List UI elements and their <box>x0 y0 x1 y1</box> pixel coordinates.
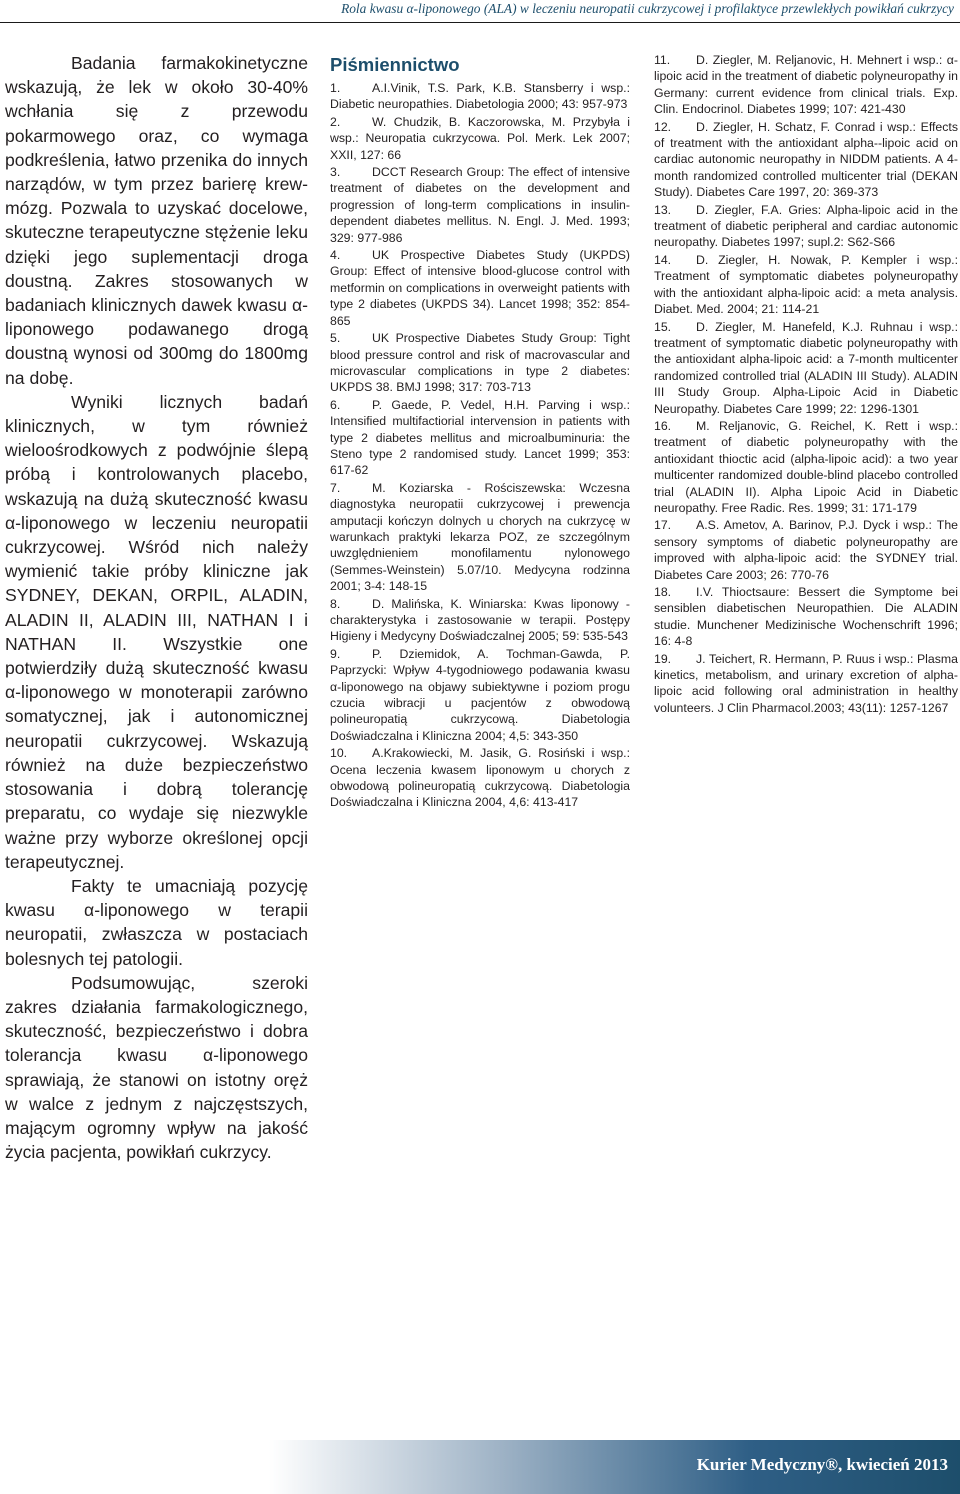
reference-number: 16. <box>654 418 672 433</box>
running-title: Rola kwasu α-liponowego (ALA) w leczeniu neuropatii cukrzycowej i profilaktyce przewlekłych powikłań cukrzycy <box>341 1 954 16</box>
reference-item <box>654 584 958 650</box>
reference-number: 5. <box>330 331 341 346</box>
reference-text: M. Koziarska - Rościszewska: Wczesna diagnostyka neuropatii cukrzycowej i prewencja amputacji kończyn dolnych u chorych na cukrzycę w warunkach praktyki lekarza POZ, ze szczególnym uwzględnieniem monofilamentu nylonowego (Semmes-Weinstein) 5.07/10. Medycyna rodzinna 2001; 3-4: 148-15 <box>330 480 630 594</box>
reference-item <box>654 319 958 417</box>
body-paragraph: Badania farmakokinetyczne wskazują, że lek w około 30-40% wchłania się z przewodu pokarmowego oraz, co wymaga podkreślenia, łatwo przenika do innych narządów, w tym przez barierę krew-mózg. Pozwala to uzyskać docelowe, skuteczne terapeutyczne stężenie leku dzięki jego suplementacji droga doustną. Zakres stosowanych w badaniach klinicznych dawek kwasu α-liponowego podawanego drogą doustną wynosi od 300mg do 1800mg na dobę. <box>5 53 308 388</box>
reference-text: W. Chudzik, B. Kaczorowska, M. Przybyła i wsp.: Neuropatia cukrzycowa. Pol. Merk. Lek 2007; XXII, 127: 66 <box>330 114 630 162</box>
reference-text: A.Krakowiecki, M. Jasik, G. Rosiński i wsp.: Ocena leczenia kwasem liponowym u chorych z obwodową polineuropatią cukrzycową. Diabetologia Doświadczalna i Kliniczna 2004, 4,6: 413-417 <box>330 746 630 810</box>
reference-item <box>330 114 630 163</box>
reference-text: D. Ziegler, M. Reljanovic, H. Mehnert i wsp.: α-lipoic acid in the treatment of diabetic polyneuropathy in Germany: current evidence from clinical trials. Exp. Clin. Endocrinol. Diabetes 1999; 107: 421-430 <box>654 53 958 117</box>
reference-number: 18. <box>654 585 672 599</box>
reference-text: P. Dziemidok, A. Tochman-Gawda, P. Paprzycki: Wpływ 4-tygodniowego podawania kwasu α-liponowego na objawy subiektywne i poziom progu czucia wibracji u pacjentów z obwodową polineuropatią cukrzycową. Diabetologia Doświadczalna i Kliniczna 2004; 4,5: 343-350 <box>330 646 630 743</box>
reference-text: UK Prospective Diabetes Study Group: Tight blood pressure control and risk of macrovascular and microvascular complications in type 2 diabetes: UKPDS 38. BMJ 1998; 317: 703-713 <box>330 331 630 395</box>
reference-item <box>330 397 630 479</box>
reference-number: 15. <box>654 319 672 334</box>
reference-text: D. Ziegler, F.A. Gries: Alpha-lipoic acid in the treatment of diabetic peripheral and cardiac autonomic neuropathy. Diabetes 1997; supl.2: S62-S66 <box>654 202 958 250</box>
reference-item <box>330 745 630 811</box>
reference-number: 1. <box>330 81 341 95</box>
references-column-right <box>654 52 958 717</box>
reference-item <box>654 651 958 717</box>
reference-text: I.V. Thioctsaure: Bessert die Symptome bei sensiblen diabetischen Neuropathien. Die ALADIN studie. Munchener Medizinische Wochenschrift 1996; 16: 4-8 <box>654 585 958 649</box>
reference-number: 9. <box>330 646 341 661</box>
reference-number: 4. <box>330 248 341 263</box>
reference-text: D. Ziegler, H. Schatz, F. Conrad i wsp.: Effects of treatment with the antioxidant alpha--lipoic acid on cardiac autonomic neuropathy in NIDDM patients. A 4-month randomized controlled multicenter trial (DEKAN Study). Diabetes Care 1997, 20: 369-373 <box>654 119 958 200</box>
reference-item <box>330 80 630 113</box>
reference-text: M. Reljanovic, G. Reichel, K. Rett i wsp.: treatment of diabetic polyneuropathy with the antioxidant thioctic acid (alpha-lipoic acid): a two year multicenter randomized double-blind placebo controlled trial (ALADIN II). Alpha Lipoic Acid in Diabetic neuropathy. Free Radic. Res. 1999; 31: 171-179 <box>654 418 958 515</box>
reference-number: 3. <box>330 165 341 180</box>
reference-text: D. Ziegler, M. Hanefeld, K.J. Ruhnau i wsp.: treatment of symptomatic diabetic polyneuropathy with the antioxidant alpha-lipoic acid: a 7-month multicenter randomized controlled trial (ALADIN III Study). ALADIN III Study Group. Alpha-Lipoic Acid in Diabetic Neuropathy. Diabetes Care 1999; 22: 1296-1301 <box>654 319 958 416</box>
reference-number: 19. <box>654 651 672 666</box>
reference-text: A.I.Vinik, T.S. Park, K.B. Stansberry i wsp.: Diabetic neuropathies. Diabetologia 2000; 43: 957-973 <box>330 81 630 112</box>
reference-item <box>654 119 958 201</box>
body-paragraph: Podsumowując, szeroki zakres działania farmakologicznego, skuteczność, bezpieczeństwo i dobra tolerancja kwasu α-liponowego sprawiają, że stanowi on istotny oręż w walce z jednym z najczęstszych, mającym ogromny wpływ na jakość życia pacjenta, powikłań cukrzycy. <box>5 972 308 1163</box>
reference-item <box>654 252 958 318</box>
running-header <box>0 0 960 23</box>
body-text-column <box>5 51 308 1164</box>
reference-item <box>330 164 630 246</box>
footer-bar <box>0 1440 960 1494</box>
reference-item <box>330 646 630 744</box>
reference-number: 14. <box>654 252 672 267</box>
reference-number: 6. <box>330 397 341 412</box>
reference-number: 17. <box>654 518 672 533</box>
reference-item <box>330 247 630 329</box>
reference-number: 13. <box>654 202 672 217</box>
reference-text: P. Gaede, P. Vedel, H.H. Parving i wsp.: Intensified multifactiorial intervension in patients with type 2 diabetes mellitus and microalbuminuria: the Steno type 2 randomised study. Lancet 1999; 353: 617-62 <box>330 397 630 478</box>
reference-number: 10. <box>330 746 348 761</box>
reference-text: DCCT Research Group: The effect of intensive treatment of diabetes on the development and progression of long-term complications in insulin-dependent diabetes mellitus. N. Engl. J. Med. 1993; 329: 977-986 <box>330 165 630 245</box>
reference-number: 2. <box>330 114 341 129</box>
reference-item <box>654 418 958 516</box>
references-column-left <box>330 54 630 812</box>
footer-publication: Kurier Medyczny®, kwiecień 2013 <box>696 1455 948 1474</box>
reference-text: UK Prospective Diabetes Study (UKPDS) Group: Effect of intensive blood-glucose control with metformin on complications in overweight patients with type 2 diabetes (UKPDS 34). Lancet 1998; 352: 854-865 <box>330 248 630 328</box>
reference-item <box>654 52 958 118</box>
reference-text: A.S. Ametov, A. Barinov, P.J. Dyck i wsp.: The sensory symptoms of diabetic polyneuropathy are improved with alpha-lipoic acid: the SYDNEY trial. Diabetes Care 2003; 26: 770-76 <box>654 518 958 582</box>
reference-item <box>654 202 958 251</box>
reference-number: 8. <box>330 596 341 611</box>
reference-text: D. Malińska, K. Winiarska: Kwas liponowy - charakterystyka i zastosowanie w terapii. Postępy Higieny i Medycyny Doświadczalnej 2005; 59: 535-543 <box>330 596 630 644</box>
reference-text: D. Ziegler, H. Nowak, P. Kempler i wsp.: Treatment of symptomatic diabetes polyneuropathy with the antioxidant alpha-lipoic acid: a meta analysis. Diabet. Med. 2004; 21: 114-21 <box>654 252 958 317</box>
reference-item <box>330 330 630 396</box>
reference-item <box>330 596 630 645</box>
body-paragraph: Fakty te umacniają pozycję kwasu α-liponowego w terapii neuropatii, zwłaszcza w postaciach bolesnych tej patologii. <box>5 875 308 969</box>
body-paragraph: Wyniki licznych badań klinicznych, w tym również wieloośrodkowych z podwójnie ślepą próbą i kontrolowanych placebo, wskazują na dużą skuteczność kwasu α-liponowego w leczeniu neuropatii cukrzycowej. Wśród nich należy wymienić takie próby kliniczne jak SYDNEY, DEKAN, ORPIL, ALADIN, ALADIN II, ALADIN III, NATHAN I i NATHAN II. Wszystkie one potwierdziły dużą skuteczność kwasu α-liponowego w monoterapii zarówno somatycznej, jak i autonomicznej neuropatii cukrzycowej. Wskazują również na duże bezpieczeństwo stosowania i dobrą tolerancję preparatu, co wydaje się niezwykle ważne przy wyborze określonej opcji terapeutycznej. <box>5 391 308 872</box>
reference-item <box>654 517 958 583</box>
reference-number: 11. <box>654 53 671 67</box>
reference-text: J. Teichert, R. Hermann, P. Ruus i wsp.: Plasma kinetics, metabolism, and urinary excretion of alpha-lipoic acid following oral administration in healthy volunteers. J Clin Pharmacol.2003; 43(11): 1257-1267 <box>654 651 958 715</box>
reference-number: 7. <box>330 480 341 495</box>
reference-number: 12. <box>654 119 672 134</box>
reference-item <box>330 480 630 595</box>
references-heading: Piśmiennictwo <box>330 54 460 75</box>
